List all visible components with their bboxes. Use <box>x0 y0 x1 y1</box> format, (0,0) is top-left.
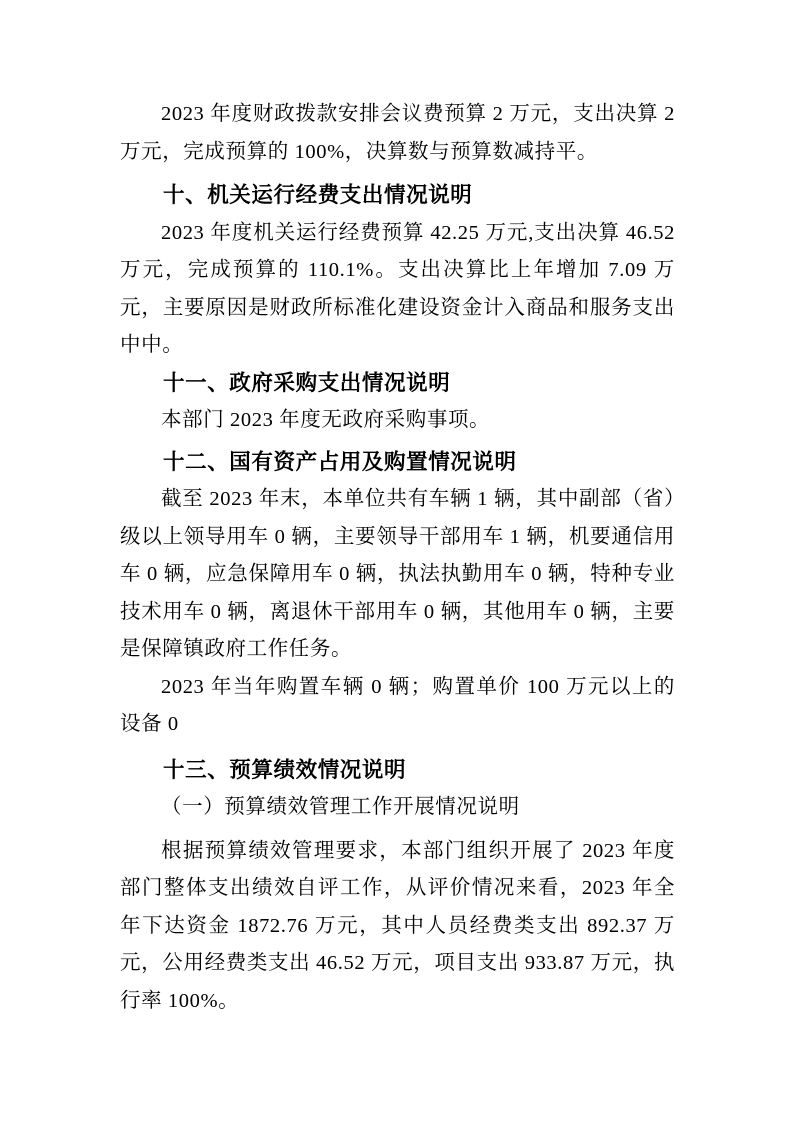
section-heading-11-government-procurement: 十一、政府采购支出情况说明 <box>163 370 451 395</box>
paragraph-vehicle-holdings: 截至 2023 年末，本单位共有车辆 1 辆，其中副部（省）级以上领导用车 0 辆，主要领导干部用车 1 辆，机要通信用车 0 辆，应急保障用车 0 辆，执法执勤用车 0 辆，特种专业技术用车 0 辆，离退休干部用车 0 辆，其他用车 0 辆，主要是保障镇政府工作任务。 <box>120 488 675 660</box>
paragraph-meeting-fee-budget: 2023 年度财政拨款安排会议费预算 2 万元，支出决算 2 万元，完成预算的 100%，决算数与预算数减持平。 <box>120 103 675 163</box>
section-heading-10-operating-expenses: 十、机关运行经费支出情况说明 <box>163 183 473 207</box>
subsection-heading-performance-management: （一）预算绩效管理工作开展情况说明 <box>161 796 520 818</box>
paragraph-operating-expenses-detail: 2023 年度机关运行经费预算 42.25 万元,支出决算 46.52 万元，完成预算的 110.1%。支出决算比上年增加 7.09 万元，主要原因是财政所标准化建设资金计入商品和服务支出中中。 <box>120 221 675 356</box>
section-heading-13-budget-performance: 十三、预算绩效情况说明 <box>163 757 407 782</box>
paragraph-vehicle-purchases: 2023 年当年购置车辆 0 辆；购置单价 100 万元以上的设备 0 <box>120 675 675 735</box>
section-heading-12-state-assets: 十二、国有资产占用及购置情况说明 <box>163 449 517 474</box>
paragraph-performance-self-evaluation: 根据预算绩效管理要求，本部门组织开展了 2023 年度部门整体支出绩效自评工作，从评价情况来看，2023 年全年下达资金 1872.76 万元，其中人员经费类支出 892.37 万元，公用经费类支出 46.52 万元，项目支出 933.87 万元，执行率 100%。 <box>120 839 675 1012</box>
paragraph-no-procurement: 本部门 2023 年度无政府采购事项。 <box>161 409 491 431</box>
